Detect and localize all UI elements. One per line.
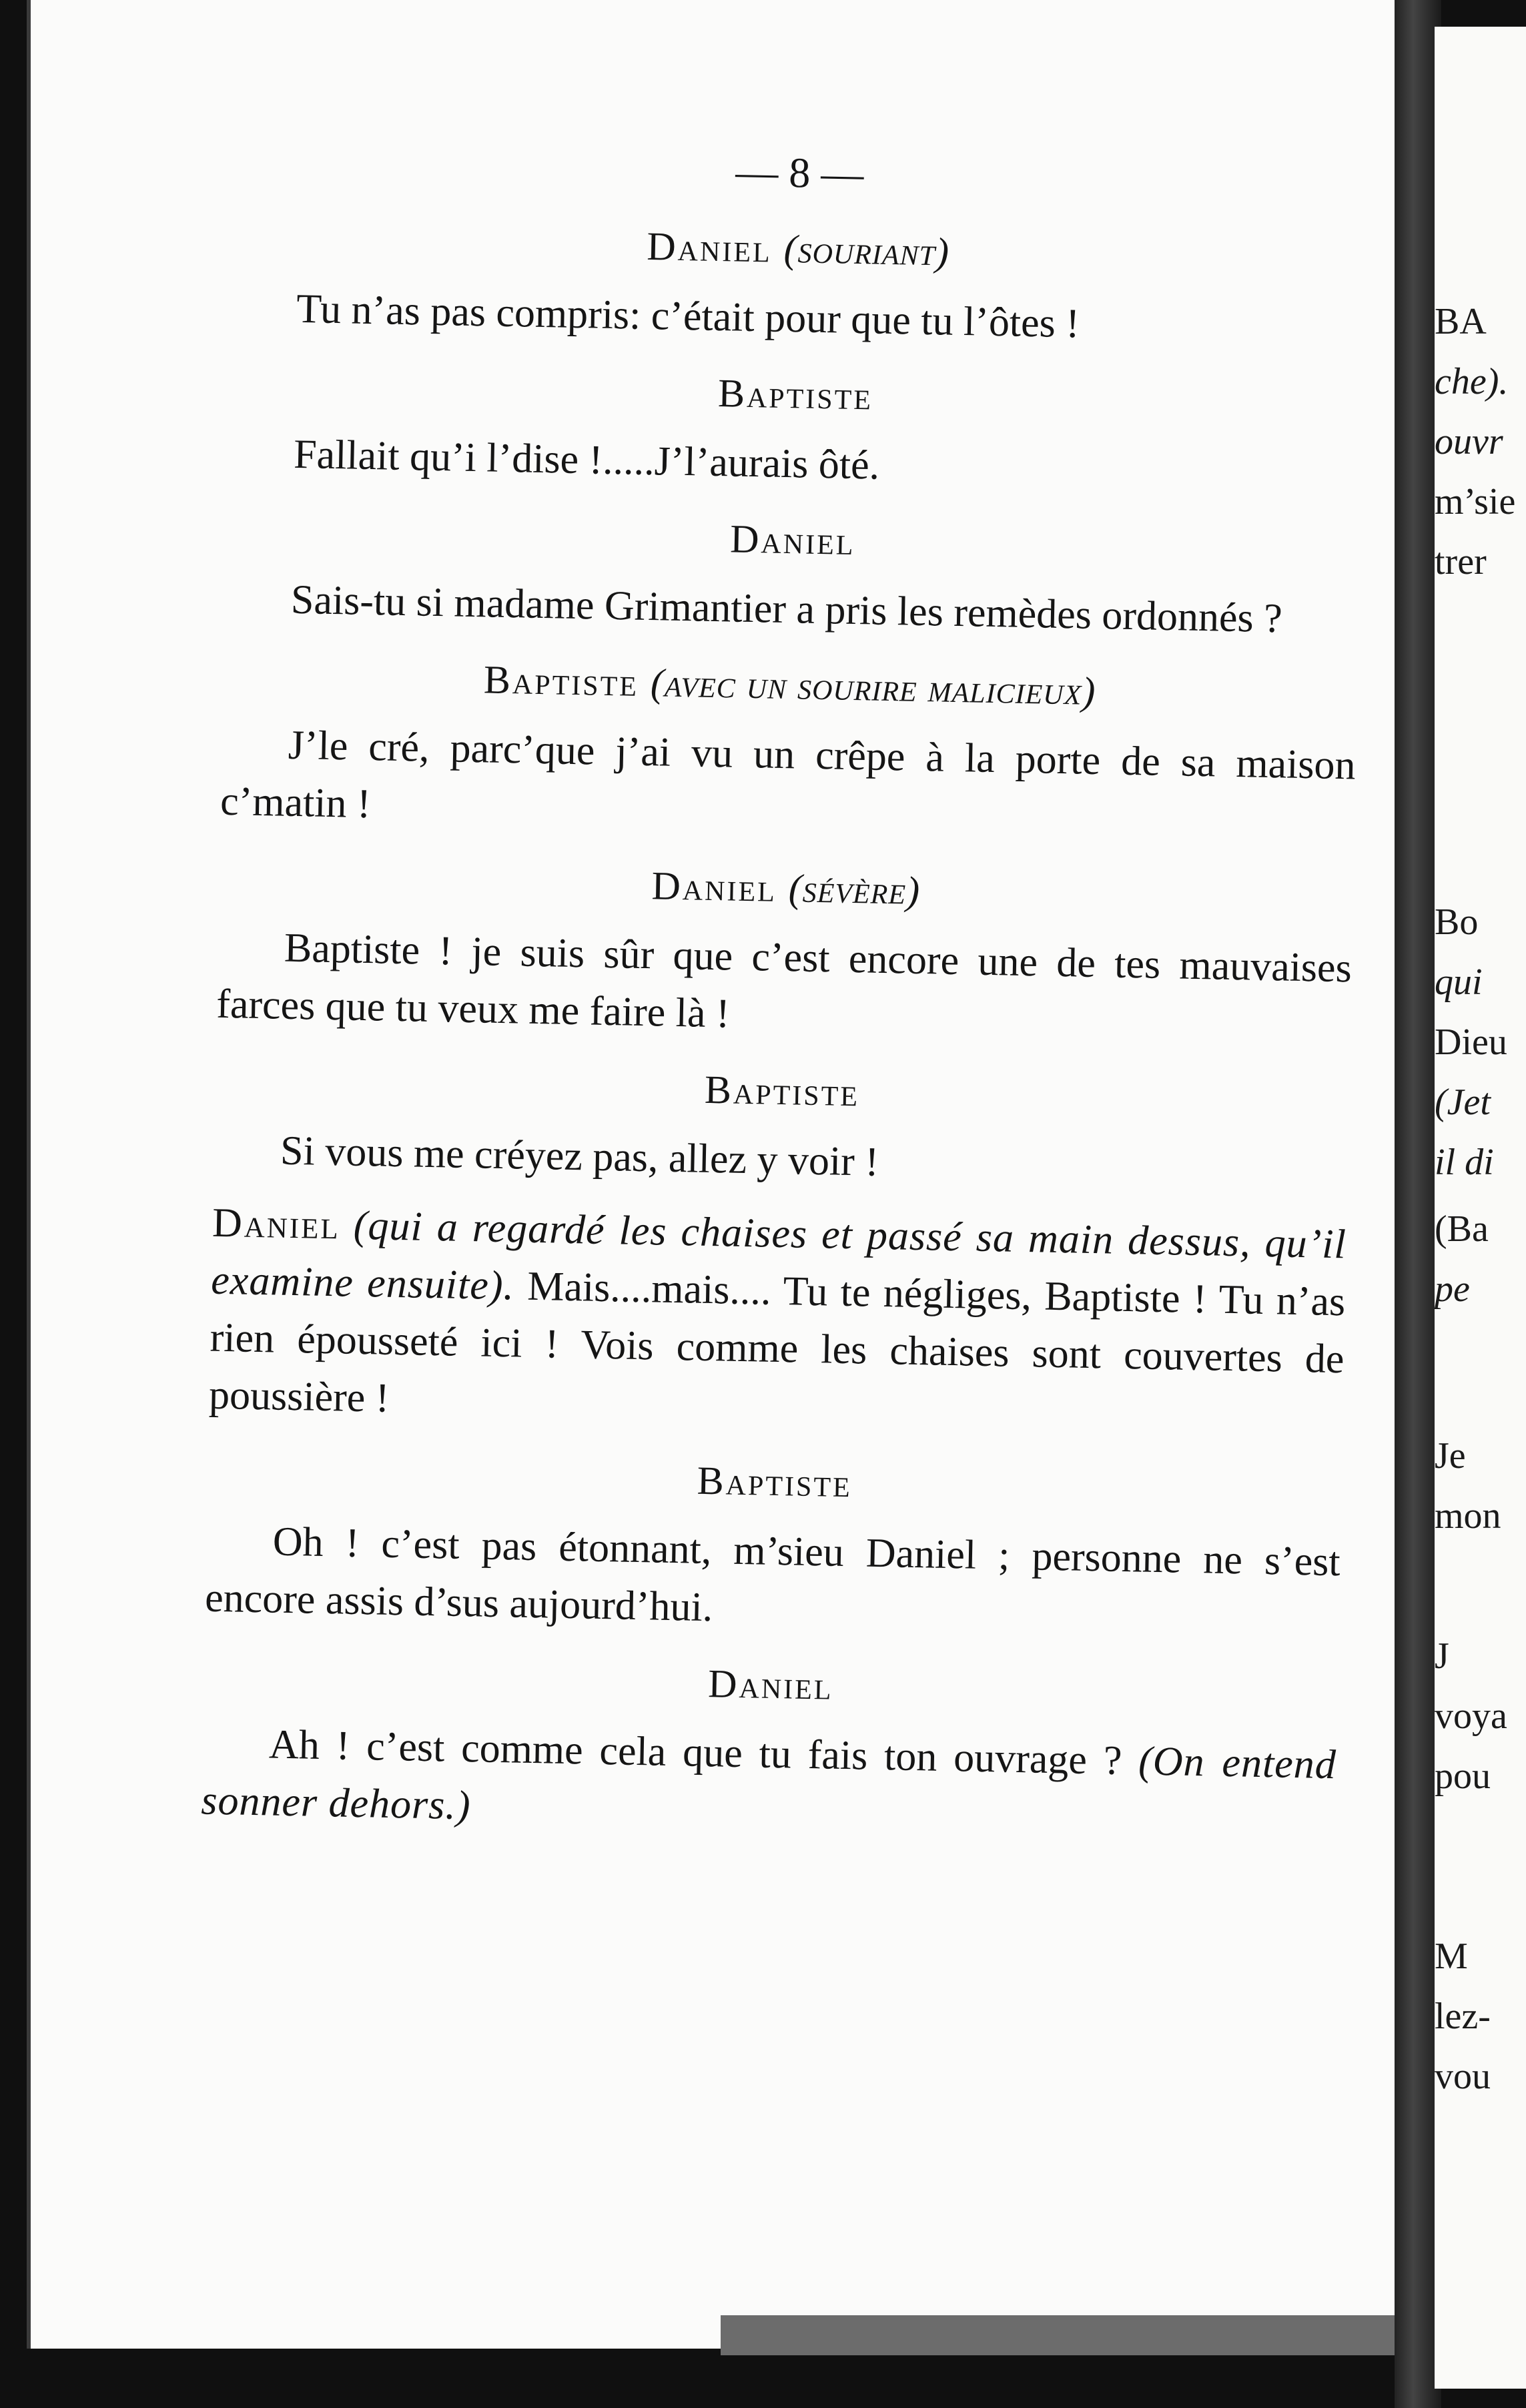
- speaker-heading: [225, 500, 1360, 580]
- right-page-fragment: ouvr: [1435, 421, 1503, 462]
- dialogue-line: [201, 1715, 1337, 1852]
- speaker-heading: [218, 849, 1353, 928]
- speaker-name: Daniel: [729, 516, 856, 563]
- right-page-fragment: il di: [1435, 1142, 1494, 1183]
- stage-direction: (souriant): [783, 226, 950, 274]
- speaker-heading: [222, 646, 1357, 725]
- dialogue-line: Oh ! c’est pas étonnant, m’sieu Daniel ; personne ne s’est encore assis d’sus aujourd’hui.: [204, 1519, 1341, 1631]
- right-page-fragment: qui: [1435, 961, 1483, 1003]
- play-text: [201, 113, 1368, 1851]
- speaker-name: Daniel: [646, 224, 773, 271]
- dialogue-line: Sais-tu si madame Grimantier a pris les remèdes ordonnés ?: [290, 576, 1283, 642]
- right-page-fragment: Dieu: [1435, 1022, 1507, 1063]
- speaker-name: Baptiste: [717, 371, 873, 418]
- page-number: — 8 —: [735, 147, 865, 198]
- right-page-fragment: J: [1435, 1635, 1449, 1677]
- stage-direction: (qui a regardé les chaises et passé sa main dessus, qu’il examine ensuite).: [210, 1202, 1347, 1309]
- speaker-name: Daniel: [651, 863, 777, 910]
- dialogue-line: Baptiste ! je suis sûr que c’est encore une de tes mauvaises farces que tu veux me faire là !: [216, 925, 1353, 1037]
- stage-direction: (On entend sonner dehors.): [200, 1738, 1337, 1829]
- right-page-fragment: (Ba: [1435, 1208, 1489, 1250]
- right-page-fragment: lez-: [1435, 1996, 1491, 2037]
- page-edge-strip: [721, 2315, 1395, 2355]
- speaker-name: Baptiste: [483, 657, 639, 705]
- speaker-name: Daniel: [212, 1200, 341, 1248]
- dialogue-line: Tu n’as pas compris: c’était pour que tu l’ôtes !: [296, 286, 1080, 347]
- dialogue-line: J’le cré, parc’que j’ai vu un crêpe à la porte de sa maison c’matin !: [220, 722, 1357, 827]
- right-page-fragment: mon: [1435, 1495, 1501, 1537]
- dialogue-line: Si vous me créyez pas, allez y voir !: [280, 1128, 879, 1185]
- speaker-name: Baptiste: [697, 1458, 853, 1506]
- stage-direction: (avec un sourire malicieux): [650, 661, 1096, 713]
- dialogue-line: Fallait qu’i l’dise !.....J’l’aurais ôté.: [293, 431, 880, 488]
- right-page-fragment: (Jet: [1435, 1082, 1491, 1123]
- right-page-fragment: BA: [1435, 301, 1487, 342]
- right-page-fragment: pou: [1435, 1755, 1491, 1797]
- right-page-fragment: M: [1435, 1936, 1468, 1977]
- speaker-heading: [214, 1052, 1349, 1131]
- speaker-heading: [228, 355, 1363, 434]
- right-page-fragment: che).: [1435, 361, 1509, 402]
- right-page-fragment: trer: [1435, 541, 1487, 582]
- speaker-heading: [203, 1645, 1338, 1725]
- dialogue-text: Ah ! c’est comme cela que tu fais ton ouvrage ?: [268, 1721, 1122, 1784]
- right-page-fragment: voya: [1435, 1695, 1507, 1737]
- speaker-heading: [207, 1443, 1342, 1522]
- right-page-fragment: pe: [1435, 1268, 1470, 1310]
- right-page-edge: [1435, 27, 1526, 2389]
- speaker-name: Baptiste: [704, 1067, 860, 1115]
- speaker-name: Daniel: [707, 1661, 834, 1708]
- right-page-fragment: Bo: [1435, 901, 1479, 943]
- speaker-heading: [231, 210, 1366, 289]
- right-page-fragment: vou: [1435, 2056, 1491, 2097]
- right-page-fragment: Je: [1435, 1435, 1466, 1477]
- right-page-fragment: m’sie: [1435, 481, 1516, 522]
- dialogue-text: Mais....mais.... Tu te négliges, Baptiste ! Tu n’as rien épousseté ici ! Vois comme les chaises sont couvertes de poussière !: [208, 1263, 1346, 1421]
- stage-direction: (sévère): [788, 866, 921, 913]
- dialogue-line-inline: [208, 1194, 1347, 1446]
